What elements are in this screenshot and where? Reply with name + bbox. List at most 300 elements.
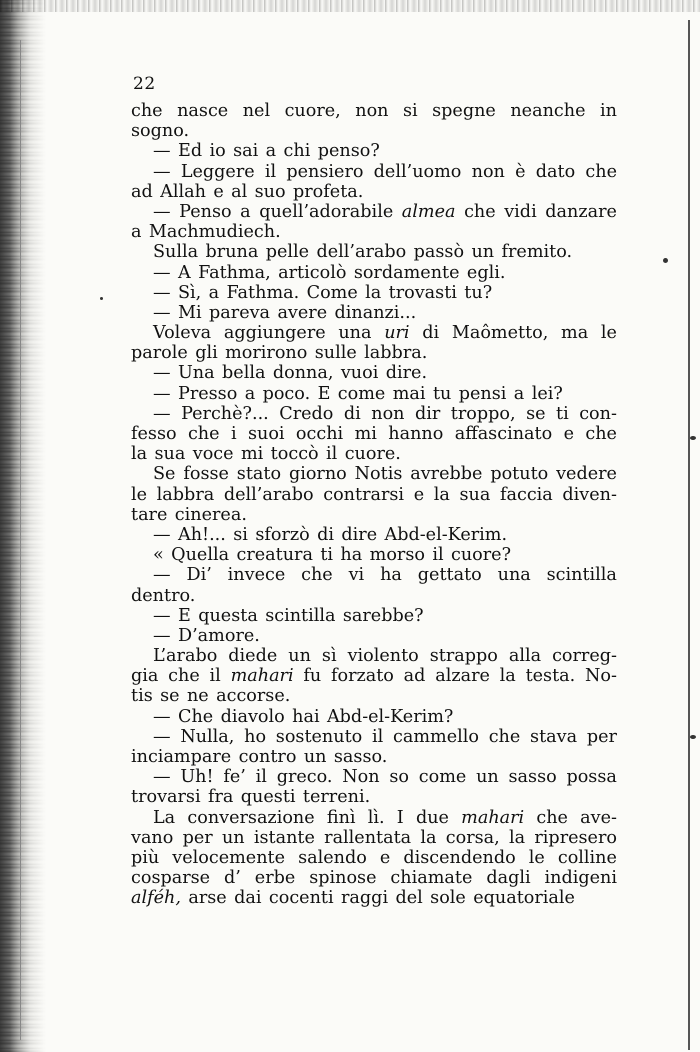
text-line [131,323,617,343]
word: Perchè?... [181,403,269,424]
word: — [153,363,171,384]
word: cuore. [344,444,401,465]
text-line [131,384,617,404]
word: forzato [330,666,394,687]
word: questi [240,787,296,808]
ink-speck [690,436,696,440]
word: A [177,262,191,283]
word: sasso. [333,747,388,767]
word: velocemente [172,847,286,868]
word: Che [177,706,214,727]
word: sarebbe? [342,605,424,626]
word: lì. [367,807,385,828]
word: la [131,444,148,465]
text-line [131,343,617,363]
word: pelle [265,242,310,263]
word: No- [585,666,617,687]
word: testa. [525,666,576,687]
word: discendendo [403,847,516,868]
word: — [153,605,171,626]
text-line [131,182,617,202]
word: Machmudiech. [148,222,281,243]
word: e [213,181,224,202]
word: strappo [429,646,498,667]
text-line [131,424,617,444]
word: raggi [341,888,389,909]
text-line [131,686,617,706]
word: del [395,888,423,909]
word: terreni. [302,787,371,808]
word: trovasti [388,282,457,303]
word: indigeni [544,868,617,889]
text-line [131,525,617,545]
word: poco. [262,383,311,404]
word: e [379,847,391,868]
text-line [131,666,617,686]
word: finì [326,807,356,828]
word: più [131,847,160,868]
word: mai [392,383,426,404]
word: la [365,282,382,303]
word: a [208,282,220,303]
word: questa [198,605,258,626]
word: dagli [486,868,531,889]
word: labbra [156,484,215,505]
word: — [153,201,171,222]
word: Maômetto, [451,323,549,344]
word: creatura [236,545,313,566]
word: che [585,161,617,182]
word: cosparse [131,868,211,889]
word: avere [277,302,328,323]
italic-word: mahari [461,807,525,828]
text-line [131,646,617,666]
text-line [131,707,617,727]
word: neanche [510,101,586,121]
word: pareva [209,302,271,323]
word: fosse [183,464,229,485]
word: ad [131,181,153,202]
word: equatoriale [473,888,575,909]
word: Una [177,363,215,384]
word: Mi [177,302,202,323]
text-line [131,868,617,888]
word: non [355,101,389,121]
italic-word: mahari [230,666,294,687]
word: voce [192,444,234,465]
word: si [233,524,248,545]
word: ha [380,565,402,586]
text-line [131,444,617,464]
word: sulle [314,343,357,364]
word: nel [242,101,271,121]
word: lei? [531,383,563,404]
word: hai [292,706,320,727]
word: i [230,424,237,444]
word: Fathma. [226,282,300,303]
word: al [231,181,248,202]
word: tu [432,383,452,404]
word: morirono [225,343,308,364]
word: suoi [247,424,285,444]
word: sostenuto [275,726,363,747]
ink-speck [100,297,103,300]
word: due [415,807,449,828]
word: occhi [295,424,344,444]
word: tu? [464,282,493,303]
word: — [153,524,171,545]
word: spinose [309,868,377,889]
word: la [499,666,516,687]
word: greco. [276,767,333,788]
word: — [153,141,171,162]
word: vedere [556,464,617,485]
word: la [420,827,437,848]
word: una [497,565,531,586]
word: Di’ [186,565,212,586]
text-line [131,505,617,525]
text-line [131,545,617,565]
text-line [131,222,617,242]
word: alla [508,646,542,667]
word: egli. [466,262,506,283]
word: sua [154,444,186,465]
word: a [265,141,277,162]
word: dell’arabo [316,242,407,263]
word: sasso [508,767,557,788]
word: arse [188,888,227,909]
word: un [221,827,245,848]
word: spegne [432,101,496,121]
scanned-binding-edge [0,0,46,1052]
word: che [585,424,617,444]
word: E [177,605,191,626]
text-line [131,848,617,868]
word: per [586,726,617,747]
text-line [131,747,617,767]
word: rallentata [324,827,412,848]
word: in [600,101,617,121]
word: stava [530,726,578,747]
word: dire [341,524,378,545]
word: fesso [131,424,177,444]
word: dire. [385,363,428,384]
word: Voleva [153,323,212,344]
word: Come [306,282,358,303]
word: troppo, [450,403,516,424]
word: un [288,646,311,667]
word: mi [240,444,264,465]
word: Sulla [153,242,199,263]
left-page-rule [20,40,21,1040]
word: so [389,767,409,788]
word: la [433,484,450,505]
text-line [131,586,617,606]
word: io [209,141,226,162]
word: Abd-el-Kerim? [326,706,454,727]
word: « [153,545,164,566]
word: a [244,383,256,404]
word: erbe [254,868,296,889]
word: di [343,403,361,424]
text-line [131,162,617,182]
word: dinanzi... [334,302,417,323]
word: fremito. [501,242,573,263]
word: I [396,807,404,828]
word: bella [222,363,266,384]
text-line [131,101,617,121]
word: come [337,383,386,404]
word: faccia [499,484,553,505]
word: dell’uomo [373,161,462,182]
word: dentro. [131,585,196,606]
word: colline [557,847,617,868]
word: dato [535,161,576,182]
word: diven- [562,484,617,505]
text-line [131,263,617,283]
ink-speck [663,258,668,263]
word: ho [244,726,267,747]
text-line [131,626,617,646]
word: il [264,161,277,182]
word: con- [579,403,617,424]
word: tis [131,686,153,707]
word: labbra. [364,343,428,364]
word: potuto [490,464,549,485]
word: ma [561,323,589,344]
word: — [153,302,171,323]
text-line [131,202,617,222]
word: per [182,827,213,848]
word: e [563,424,574,444]
text-line [131,606,617,626]
word: e [413,484,425,505]
word: suo [254,181,286,202]
word: gettato [417,565,482,586]
word: D’amore. [177,625,260,646]
word: che [168,666,200,687]
word: una [338,323,372,344]
word: il [432,545,444,566]
word: chi [283,141,311,162]
word: che [301,565,333,586]
italic-word: almea [401,201,456,222]
word: morso [369,545,425,566]
word: sordamente [353,262,460,283]
word: cuore, [284,101,341,121]
word: tare [131,504,168,525]
word: Fathma, [198,262,271,283]
word: E [317,383,331,404]
word: chiamate [390,868,473,889]
word: contrarsi [323,484,405,505]
italic-word: alféh, [131,888,181,909]
text-line [131,808,617,828]
word: — [153,383,171,404]
word: avrebbe [410,464,483,485]
text-line [131,404,617,424]
word: diede [228,646,278,667]
word: — [153,403,171,424]
word: ave- [580,807,617,828]
word: a [513,383,525,404]
word: non [371,403,405,424]
word: pensiero [286,161,364,182]
word: La [153,807,176,828]
word: Allah [160,181,206,202]
word: donna, [272,363,334,384]
word: Penso [179,201,232,222]
word: Se [153,464,176,485]
text-line [131,727,617,747]
text-line [131,828,617,848]
word: il [209,666,221,687]
word: d’ [224,868,241,889]
text-line [131,485,617,505]
word: di [422,323,440,344]
word: quell’adorabile [259,201,394,222]
word: se [526,403,546,424]
word: L’arabo [153,646,218,667]
word: invece [227,565,286,586]
word: sole [430,888,466,909]
word: sogno. [131,121,190,142]
word: aggiungere [223,323,326,344]
text-line [131,242,617,262]
word: scintilla [546,565,617,586]
word: Quella [171,545,230,566]
word: scintilla [265,605,336,626]
word: bruna [205,242,259,263]
word: profeta. [293,181,364,202]
word: alzare [435,666,490,687]
word: passò [413,242,465,263]
word: sforzò [255,524,310,545]
word: un [303,747,327,767]
word: — [153,625,171,646]
word: gia [131,666,159,687]
text-line [131,767,617,787]
word: se [160,686,180,707]
word: Ed [177,141,203,162]
word: inciampare [131,747,232,767]
word: hanno [388,424,444,444]
word: Nulla, [180,726,235,747]
word: stato [236,464,282,485]
page-number: 22 [133,74,156,94]
word: il [326,444,338,465]
word: — [153,706,171,727]
word: è [515,161,526,182]
word: cuore? [451,545,512,566]
word: corsa, [445,827,500,848]
text-line [131,888,617,908]
word: sai [233,141,259,162]
word: giorno [288,464,347,485]
word: ripresero [534,827,617,848]
word: ti [320,545,334,566]
word: Leggere [180,161,255,182]
word: che [187,424,220,444]
word: ha [340,545,363,566]
word: dell’arabo [223,484,314,505]
word: Non [342,767,380,788]
word: le [131,484,148,505]
word: cammello [393,726,479,747]
word: vidi [504,201,537,222]
word: vuoi [340,363,379,384]
scanned-top-edge [0,0,700,12]
word: istante [253,827,315,848]
word: un [476,767,499,788]
word: che [488,726,521,747]
word: vano [131,827,174,848]
word: — [153,767,171,788]
word: — [153,282,171,303]
word: che [536,807,568,828]
word: danzare [545,201,617,222]
text-line [131,303,617,323]
word: le [528,847,545,868]
word: si [403,101,418,121]
word: diavolo [220,706,285,727]
word: — [153,726,171,747]
word: parole [131,343,188,364]
word: toccò [270,444,319,465]
text-line [131,283,617,303]
word: violento [347,646,419,667]
word: un [471,242,495,263]
word: sì [321,646,337,667]
word: Presso [177,383,238,404]
body-text [131,101,617,909]
word: le [600,323,617,344]
word: fra [207,787,234,808]
word: fu [303,666,322,687]
word: affascinato [454,424,553,444]
word: — [153,262,171,283]
word: come [418,767,467,788]
word: correg- [552,646,617,667]
word: fe’ [223,767,246,788]
right-page-edge [688,20,690,1050]
word: ti [556,403,569,424]
text-line [131,121,617,141]
word: non [471,161,505,182]
word: conversazione [187,807,315,828]
word: possa [566,767,617,788]
text-line [131,565,617,585]
word: gli [195,343,218,364]
word: — [153,161,171,182]
ink-speck [690,735,696,739]
word: il [372,726,384,747]
word: sua [459,484,491,505]
word: che [464,201,496,222]
word: Uh! [180,767,214,788]
word: — [153,565,171,586]
word: articolò [278,262,347,283]
word: Notis [354,464,403,485]
word: pensi [458,383,507,404]
word: penso? [317,141,380,162]
word: la [509,827,526,848]
word: che [131,101,163,121]
text-line [131,141,617,161]
word: contro [238,747,297,767]
word: ne [186,686,209,707]
word: dir [415,403,441,424]
